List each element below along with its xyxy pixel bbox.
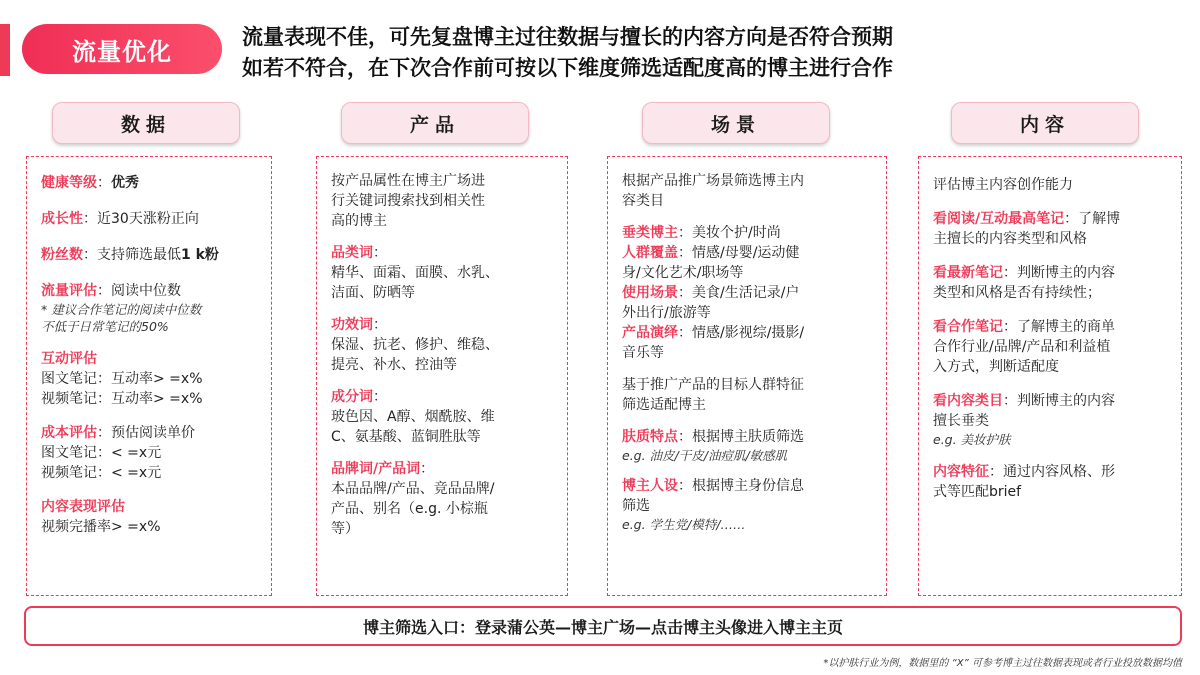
headline-line-1: 流量表现不佳，可先复盘博主过往数据与擅长的内容方向是否符合预期 xyxy=(242,25,893,49)
persona-item: 博主人设：根据博主身份信息 筛选 e.g. 学生党/模特/…… xyxy=(622,478,804,532)
coop-notes-item: 看合作笔记：了解博主的商单 合作行业/品牌/产品和利益植 入方式，判断适配度 xyxy=(933,319,1115,375)
category-scene: 场景 xyxy=(642,102,830,144)
category-words: 品类词： 精华、面霜、面膜、水乳、 洁面、防晒等 xyxy=(331,245,499,301)
headline xyxy=(242,22,1192,84)
efficacy-words: 功效词： 保湿、抗老、修护、维稳、 提亮、补水、控油等 xyxy=(331,317,499,373)
headline-line-2: 如若不符合，在下次合作前可按以下维度筛选适配度高的博主进行合作 xyxy=(242,56,893,80)
scene-column xyxy=(607,156,887,596)
brand-words: 品牌词/产品词： 本品品牌/产品、竞品品牌/ 产品、别名（e.g. 小棕瓶 等） xyxy=(331,461,495,537)
content-intro: 评估博主内容创作能力 xyxy=(933,177,1073,193)
scene-intro: 根据产品推广场景筛选博主内 容类目 xyxy=(622,173,804,209)
ingredient-words: 成分词： 玻色因、A醇、烟酰胺、维 C、氨基酸、蓝铜胜肽等 xyxy=(331,389,495,445)
skin-item: 肤质特点：根据博主肤质筛选 e.g. 油皮/干皮/油痘肌/敏感肌 xyxy=(622,429,804,463)
entry-path: 博主筛选入口：登录蒲公英—博主广场—点击博主头像进入博主主页 xyxy=(24,606,1182,646)
top-notes-item: 看阅读/互动最高笔记：了解博 主擅长的内容类型和风格 xyxy=(933,211,1121,247)
cost-item: 成本评估：预估阅读单价 图文笔记：< =x元 视频笔记：< =x元 xyxy=(41,425,195,481)
footnote: *以护肤行业为例，数据里的 “X” 可参考博主过往数据表现或者行业投放数据均值 xyxy=(823,658,1182,669)
fans-item: 粉丝数：支持筛选最低1 k粉 xyxy=(41,247,219,263)
traffic-item: 流量评估：阅读中位数 * 建议合作笔记的阅读中位数 不低于日常笔记的50% xyxy=(41,283,202,334)
product-column xyxy=(316,156,568,596)
target-intro: 基于推广产品的目标人群特征 筛选适配博主 xyxy=(622,377,804,413)
growth-item: 成长性：近30天涨粉正向 xyxy=(41,211,199,227)
health-item: 健康等级：优秀 xyxy=(41,175,139,191)
product-intro: 按产品属性在博主广场进 行关键词搜索找到相关性 高的博主 xyxy=(331,173,485,229)
data-column xyxy=(26,156,272,596)
content-perf-item: 内容表现评估 视频完播率> =x% xyxy=(41,499,161,535)
content-feature-item: 内容特征：通过内容风格、形 式等匹配brief xyxy=(933,464,1115,500)
latest-notes-item: 看最新笔记：判断博主的内容 类型和风格是否有持续性； xyxy=(933,265,1115,301)
section-badge: 流量优化 xyxy=(22,24,222,74)
category-data: 数据 xyxy=(52,102,240,144)
accent-bar xyxy=(0,24,10,76)
category-product: 产品 xyxy=(341,102,529,144)
interaction-item: 互动评估 图文笔记：互动率> =x% 视频笔记：互动率> =x% xyxy=(41,351,203,407)
category-content: 内容 xyxy=(951,102,1139,144)
scene-groups: 垂类博主：美妆个护/时尚 人群覆盖：情感/母婴/运动健 身/文化艺术/职场等 使用场景：美食/生活记录/户 外出行/旅游等 产品演绎：情感/影视综/摄影/ 音乐等 xyxy=(622,225,805,361)
content-column xyxy=(918,156,1182,596)
content-type-item: 看内容类目：判断博主的内容 擅长垂类 e.g. 美妆护肤 xyxy=(933,393,1115,447)
